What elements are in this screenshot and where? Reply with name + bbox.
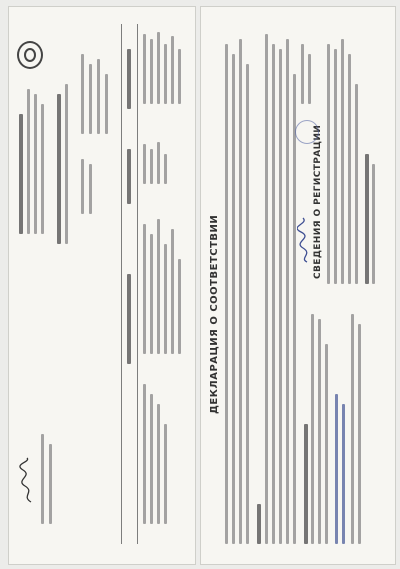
text-line <box>178 49 181 104</box>
text-line <box>157 404 160 524</box>
text-line <box>355 84 358 284</box>
text-line <box>143 384 146 524</box>
text-line <box>304 424 308 544</box>
text-line <box>150 39 153 104</box>
text-line <box>365 154 369 284</box>
text-line <box>157 219 160 354</box>
text-line <box>311 314 314 544</box>
handwritten-signature-icon <box>19 456 37 504</box>
text-line <box>351 314 354 544</box>
text-line <box>127 149 131 204</box>
certificate-content <box>9 7 195 564</box>
text-line <box>279 49 282 544</box>
text-line <box>89 64 92 134</box>
text-line <box>327 44 330 284</box>
text-line <box>97 59 100 134</box>
handwritten-signature-icon <box>297 216 315 264</box>
text-line <box>41 434 44 524</box>
text-line <box>286 39 289 544</box>
text-line <box>81 54 84 134</box>
table-rule <box>137 24 138 544</box>
text-line <box>164 44 167 104</box>
registration-info-title: СВЕДЕНИЯ О РЕГИСТРАЦИИ <box>313 124 323 279</box>
text-line <box>257 504 261 544</box>
text-line <box>127 49 131 109</box>
quality-certificate-sheet <box>8 6 196 565</box>
text-line <box>334 49 337 284</box>
text-line <box>335 394 338 544</box>
text-line <box>318 319 321 544</box>
text-line <box>27 89 30 234</box>
organization-logo-icon <box>17 41 43 69</box>
text-line <box>293 74 296 544</box>
text-line <box>171 229 174 354</box>
certification-stamp-icon <box>295 120 319 144</box>
text-line <box>89 164 92 214</box>
text-line <box>57 94 61 244</box>
declaration-of-conformity-sheet <box>200 6 396 565</box>
text-line <box>358 324 361 544</box>
text-line <box>272 44 275 544</box>
text-line <box>225 44 228 544</box>
text-line <box>49 444 52 524</box>
text-line <box>341 39 344 284</box>
text-line <box>178 259 181 354</box>
text-line <box>41 104 44 234</box>
text-line <box>81 159 84 214</box>
text-line <box>143 34 146 104</box>
text-line <box>308 54 311 104</box>
text-line <box>157 142 160 184</box>
text-line <box>164 244 167 354</box>
table-rule <box>121 24 122 544</box>
text-line <box>150 234 153 354</box>
text-line <box>325 344 328 544</box>
text-line <box>171 36 174 104</box>
text-line <box>239 39 242 544</box>
text-line <box>246 64 249 544</box>
text-line <box>150 394 153 524</box>
text-line <box>143 144 146 184</box>
text-line <box>164 154 167 184</box>
text-line <box>372 164 375 284</box>
text-line <box>232 54 235 544</box>
text-line <box>301 44 304 104</box>
text-line <box>143 224 146 354</box>
declaration-title: ДЕКЛАРАЦИЯ О СООТВЕТСТВИИ <box>209 214 220 414</box>
text-line <box>164 424 167 524</box>
text-line <box>265 34 268 544</box>
text-line <box>348 54 351 284</box>
text-line <box>105 74 108 134</box>
text-line <box>157 32 160 104</box>
text-line <box>65 84 68 244</box>
text-line <box>127 274 131 364</box>
text-line <box>342 404 345 544</box>
declaration-content <box>201 7 395 564</box>
text-line <box>150 149 153 184</box>
text-line <box>19 114 23 234</box>
text-line <box>34 94 37 234</box>
